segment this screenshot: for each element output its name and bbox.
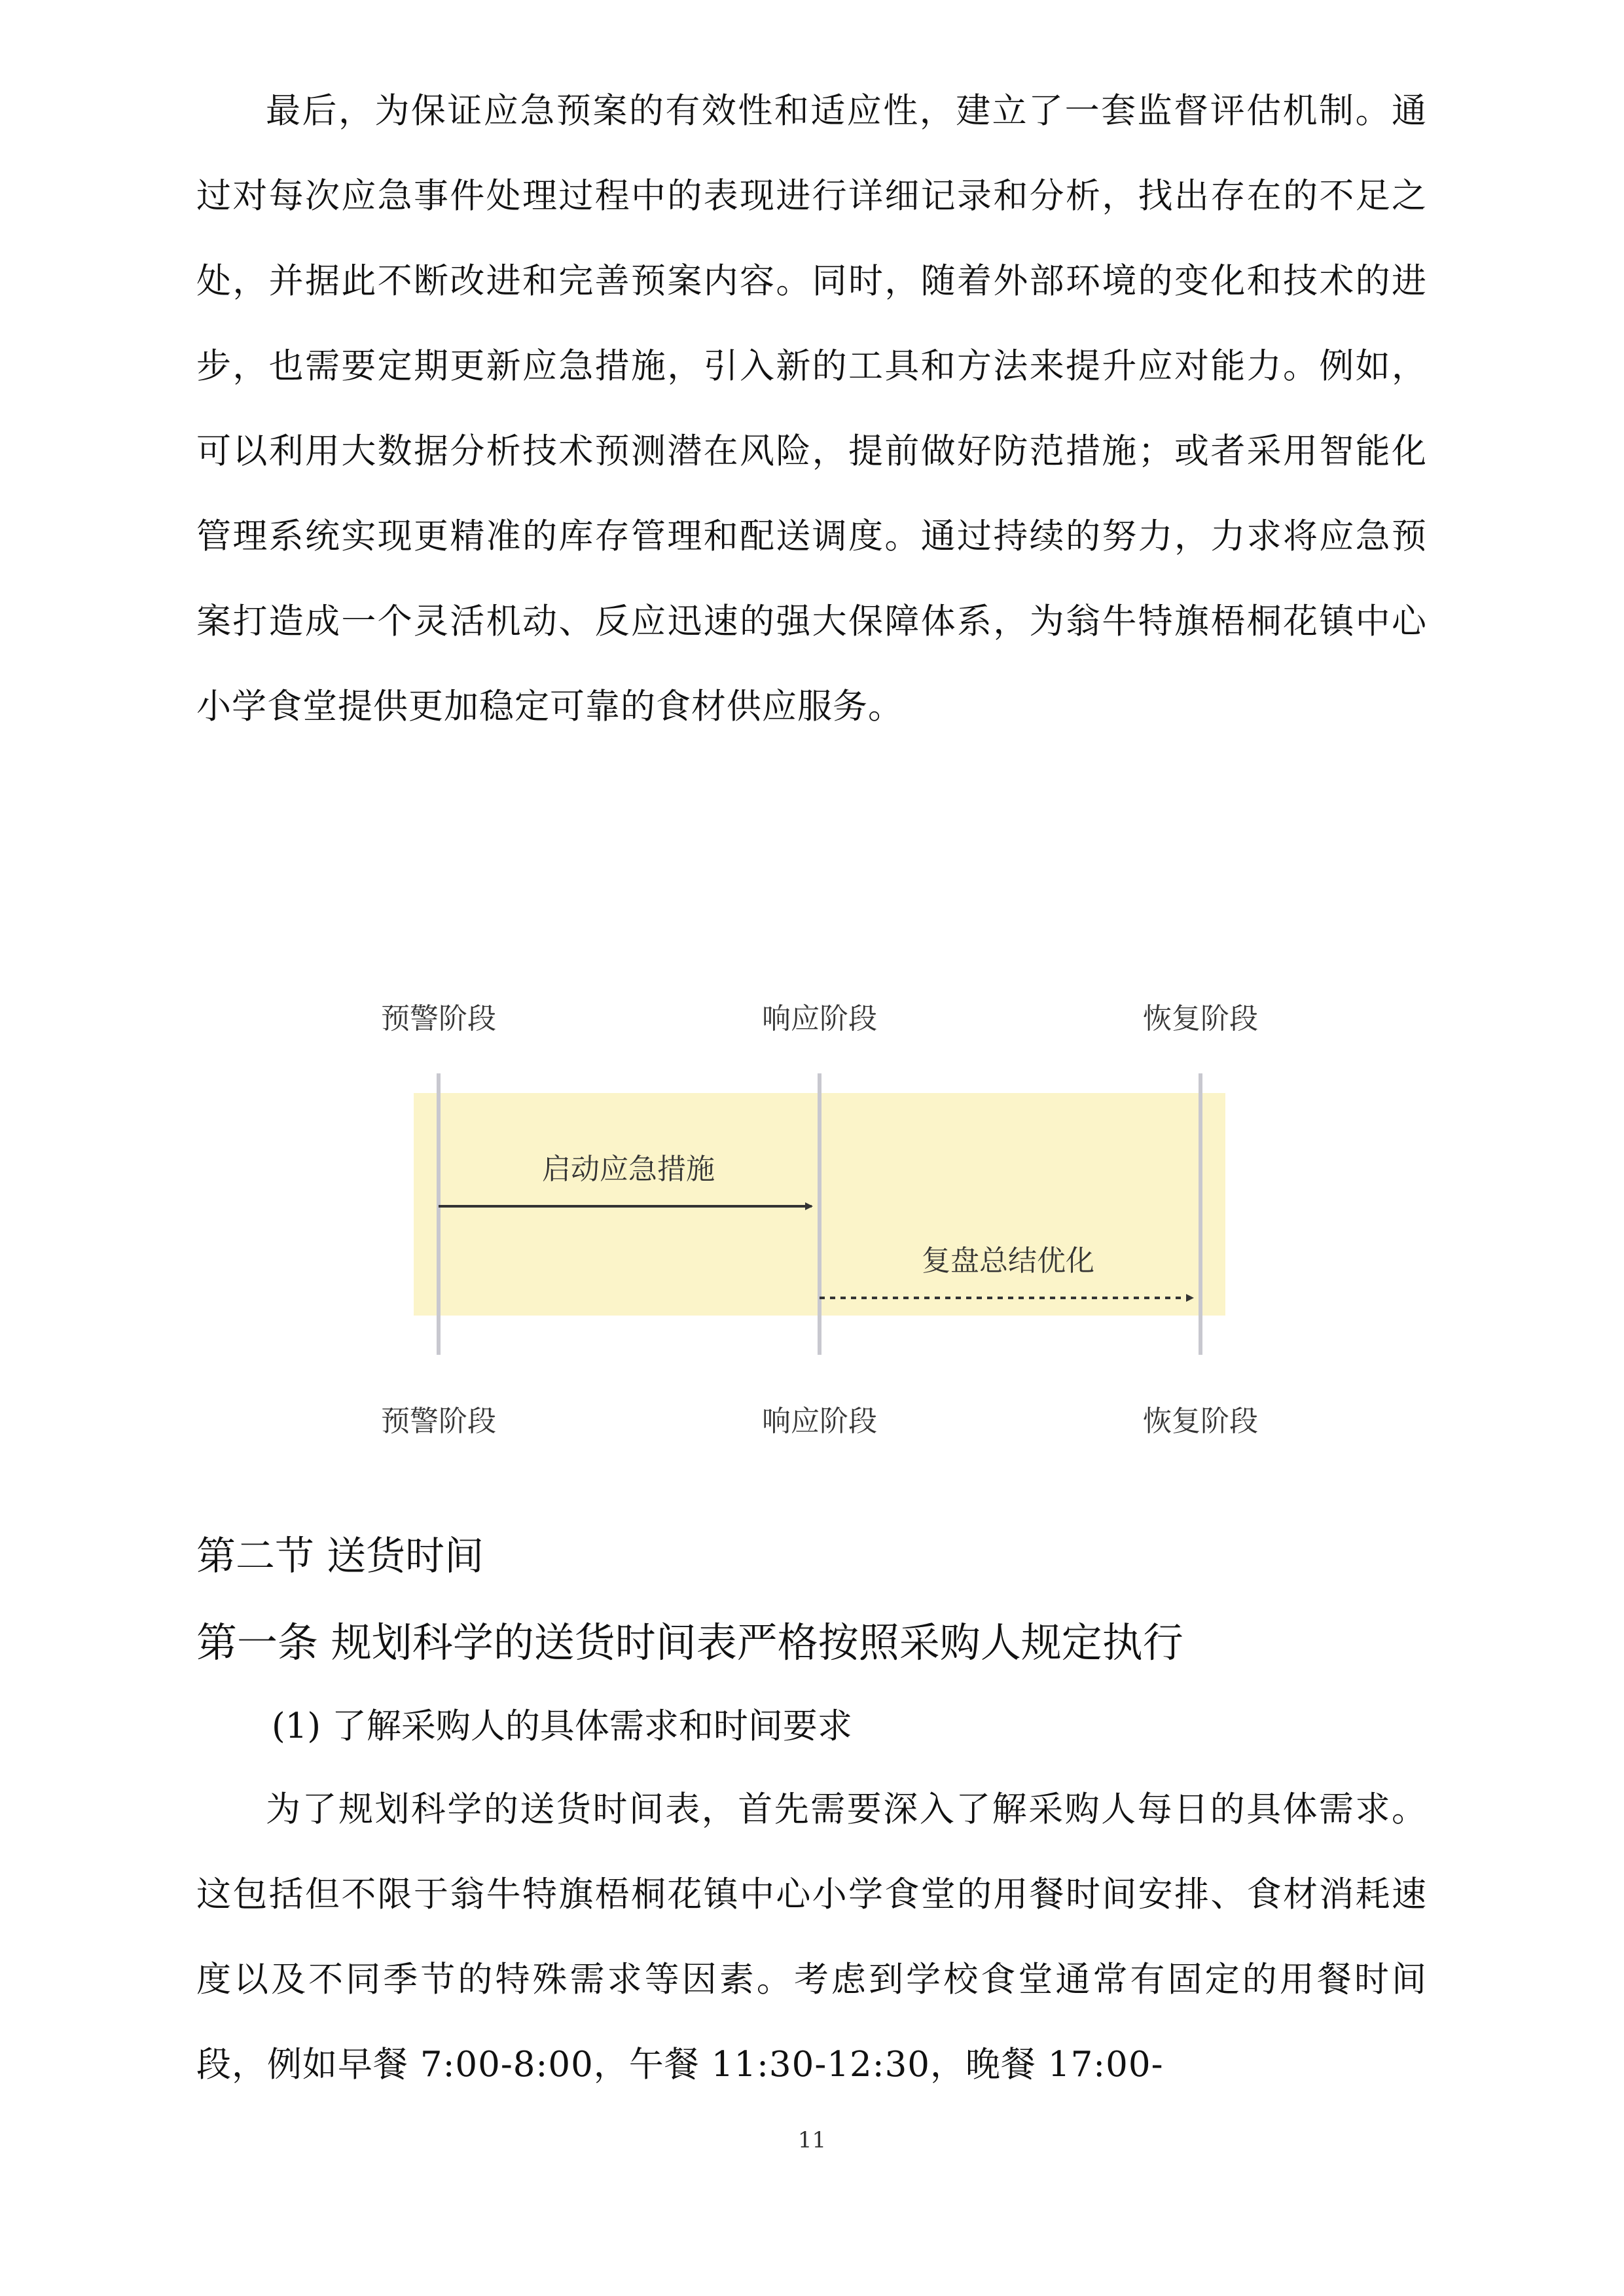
stage-label-warning-bottom: 预警阶段 xyxy=(381,1405,496,1438)
page-number: 11 xyxy=(797,2127,827,2153)
stage-label-recovery-top: 恢复阶段 xyxy=(1143,1002,1258,1035)
body-paragraph-1: 最后，为保证应急预案的有效性和适应性，建立了一套监督评估机制。通过对每次应急事件处理过程中的表现进行详细记录和分析，找出存在的不足之处，并据此不断改进和完善预案内容。同时，随着外部环境的变化和技术的进步，也需要定期更新应急措施，引入新的工具和方法来提升应对能力。例如，可以利用大数据分析技术预测潜在风险，提前做好防范措施；或者采用智能化管理系统实现更精准的库存管理和配送调度。通过持续的努力，力求将应急预案打造成一个灵活机动、反应迅速的强大保障体系，为翁牛特旗梧桐花镇中心小学食堂提供更加稳定可靠的食材供应服务。 xyxy=(196,91,1427,726)
diagram-graphic xyxy=(367,969,1283,1466)
message-label-start-emergency: 启动应急措施 xyxy=(542,1153,715,1186)
stage-label-response-top: 响应阶段 xyxy=(762,1002,877,1035)
stage-label-response-bottom: 响应阶段 xyxy=(762,1405,877,1438)
article-heading: 第一条 规划科学的送货时间表严格按照采购人规定执行 xyxy=(196,1619,1183,1666)
stage-label-recovery-bottom: 恢复阶段 xyxy=(1143,1405,1258,1438)
sub-item-heading: (1) 了解采购人的具体需求和时间要求 xyxy=(272,1706,852,1746)
stage-label-warning-top: 预警阶段 xyxy=(381,1002,496,1035)
body-paragraph-2: 为了规划科学的送货时间表，首先需要深入了解采购人每日的具体需求。这包括但不限于翁牛特旗梧桐花镇中心小学食堂的用餐时间安排、食材消耗速度以及不同季节的特殊需求等因素。考虑到学校食堂通常有固定的用餐时间段，例如早餐 7:00-8:00，午餐 11:30-12:30，晚餐 17:00- xyxy=(196,1789,1427,2085)
section-heading: 第二节 送货时间 xyxy=(196,1534,484,1579)
emergency-stage-diagram xyxy=(367,969,1283,1466)
message-label-review-optimize: 复盘总结优化 xyxy=(922,1244,1094,1278)
